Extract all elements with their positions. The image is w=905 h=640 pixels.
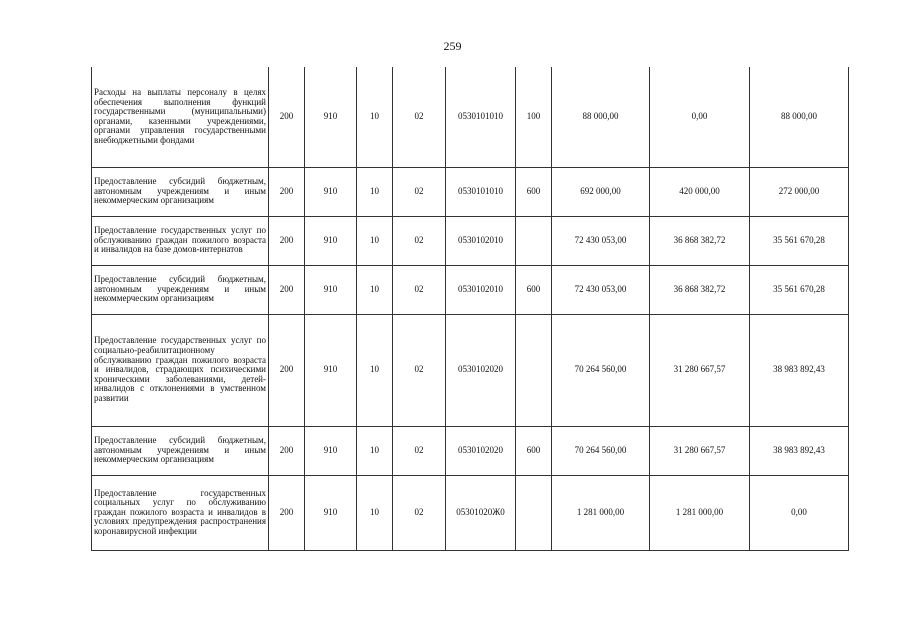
cell-expense-type: [516, 216, 552, 265]
table-row: [92, 475, 849, 550]
cell-subsection: 02: [393, 314, 446, 426]
cell-subsection: 02: [393, 475, 446, 550]
cell-sum-3: 35 561 670,28: [750, 265, 849, 314]
page-number: 259: [443, 39, 462, 53]
table-row: [92, 67, 849, 167]
cell-ministry: 910: [305, 314, 357, 426]
cell-target-article: 0530101010: [446, 67, 516, 167]
cell-target-article: 0530102010: [446, 216, 516, 265]
cell-subsection: 02: [393, 216, 446, 265]
cell-sum-1: 1 281 000,00: [552, 475, 650, 550]
cell-ministry: 910: [305, 216, 357, 265]
cell-sum-3: 38 983 892,43: [750, 314, 849, 426]
cell-sum-1: 72 430 053,00: [552, 216, 650, 265]
cell-sum-3: 272 000,00: [750, 167, 849, 216]
cell-code: 200: [269, 167, 305, 216]
cell-target-article: 0530101010: [446, 167, 516, 216]
table-row: [92, 265, 849, 314]
cell-sum-3: 88 000,00: [750, 67, 849, 167]
cell-subsection: 02: [393, 167, 446, 216]
cell-target-article: 0530102020: [446, 426, 516, 475]
cell-expense-type: 600: [516, 426, 552, 475]
cell-target-article: 05301020Ж0: [446, 475, 516, 550]
cell-code: 200: [269, 67, 305, 167]
table-row: [92, 314, 849, 426]
cell-ministry: 910: [305, 265, 357, 314]
cell-ministry: 910: [305, 67, 357, 167]
cell-section: 10: [357, 265, 393, 314]
row-name: Предоставление государственных социальных услуг по обслуживанию граждан пожилого возраста и инвалидов в условиях предупреждения распространения коронавирусной инфекции: [92, 475, 269, 550]
cell-sum-3: 38 983 892,43: [750, 426, 849, 475]
cell-sum-1: 692 000,00: [552, 167, 650, 216]
table-row: [92, 426, 849, 475]
cell-ministry: 910: [305, 426, 357, 475]
cell-section: 10: [357, 167, 393, 216]
cell-sum-2: 36 868 382,72: [650, 265, 750, 314]
cell-sum-2: 1 281 000,00: [650, 475, 750, 550]
row-name: Предоставление субсидий бюджетным, автономным учреждениям и иным некоммерческим организациям: [92, 167, 269, 216]
cell-sum-2: 31 280 667,57: [650, 426, 750, 475]
cell-sum-3: 0,00: [750, 475, 849, 550]
cell-ministry: 910: [305, 167, 357, 216]
row-name: Предоставление субсидий бюджетным, автономным учреждениям и иным некоммерческим организациям: [92, 426, 269, 475]
cell-expense-type: 600: [516, 167, 552, 216]
cell-section: 10: [357, 314, 393, 426]
row-name: Предоставление субсидий бюджетным, автономным учреждениям и иным некоммерческим организациям: [92, 265, 269, 314]
cell-sum-2: 0,00: [650, 67, 750, 167]
cell-code: 200: [269, 314, 305, 426]
cell-subsection: 02: [393, 67, 446, 167]
cell-subsection: 02: [393, 426, 446, 475]
cell-ministry: 910: [305, 475, 357, 550]
table-row: [92, 167, 849, 216]
cell-expense-type: [516, 475, 552, 550]
cell-section: 10: [357, 67, 393, 167]
cell-expense-type: [516, 314, 552, 426]
cell-sum-2: 36 868 382,72: [650, 216, 750, 265]
cell-sum-1: 72 430 053,00: [552, 265, 650, 314]
cell-section: 10: [357, 475, 393, 550]
cell-code: 200: [269, 475, 305, 550]
cell-expense-type: 600: [516, 265, 552, 314]
row-name: Расходы на выплаты персоналу в целях обеспечения выполнения функций государственными (муниципальными) органами, казенными учреждениями, органами управления государственными внебюджетными фондами: [92, 67, 269, 167]
cell-sum-1: 70 264 560,00: [552, 426, 650, 475]
table-row: [92, 216, 849, 265]
cell-code: 200: [269, 216, 305, 265]
cell-section: 10: [357, 426, 393, 475]
cell-sum-2: 420 000,00: [650, 167, 750, 216]
cell-code: 200: [269, 265, 305, 314]
cell-sum-1: 70 264 560,00: [552, 314, 650, 426]
cell-code: 200: [269, 426, 305, 475]
cell-section: 10: [357, 216, 393, 265]
cell-target-article: 0530102010: [446, 265, 516, 314]
budget-table: [91, 67, 849, 551]
cell-sum-2: 31 280 667,57: [650, 314, 750, 426]
row-name: Предоставление государственных услуг по обслуживанию граждан пожилого возраста и инвалидов на базе домов-интернатов: [92, 216, 269, 265]
row-name: Предоставление государственных услуг по социально-реабилитационному обслуживанию граждан пожилого возраста и инвалидов, страдающих психическими хроническими заболеваниями, детей-инвалидов с отклонениями в умственном развитии: [92, 314, 269, 426]
cell-expense-type: 100: [516, 67, 552, 167]
cell-target-article: 0530102020: [446, 314, 516, 426]
cell-subsection: 02: [393, 265, 446, 314]
cell-sum-3: 35 561 670,28: [750, 216, 849, 265]
cell-sum-1: 88 000,00: [552, 67, 650, 167]
